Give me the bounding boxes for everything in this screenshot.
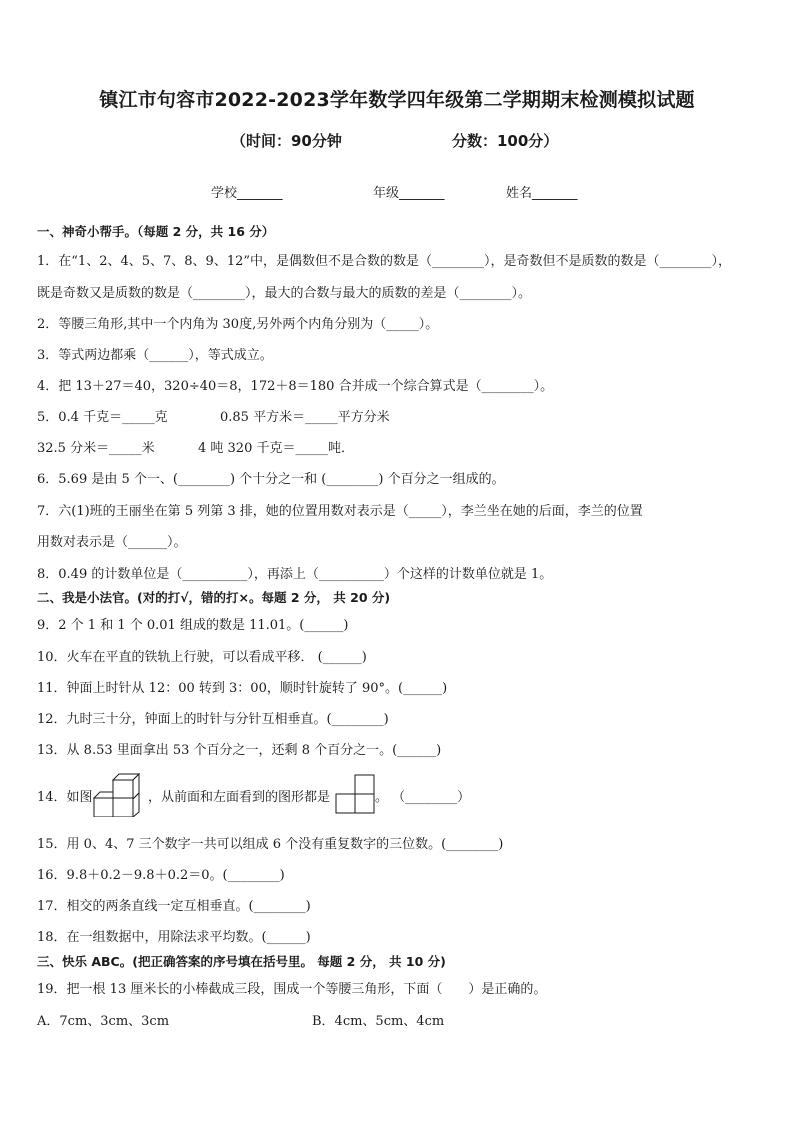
section-3-heading: 三、快乐 ABC。(把正确答案的序号填在括号里。 每题 2 分， 共 10 分)	[37, 954, 446, 969]
question-6: 6．5.69 是由 5 个一、(________) 个十分之一和 (________) 个百分之一组成的。	[37, 472, 505, 487]
question-17: 17．相交的两条直线一定互相垂直。(________)	[37, 899, 311, 914]
question-11: 11．钟面上时针从 12：00 转到 3：00，顺时针旋转了 90°。(______)	[37, 681, 448, 696]
question-5-part-2: 0.85 平方米＝_____平方分米	[220, 410, 390, 425]
question-2: 2．等腰三角形,其中一个内角为 30度,另外两个内角分别为（_____）。	[37, 317, 439, 332]
exam-score: 分数：100分）	[452, 132, 559, 150]
question-16: 16．9.8＋0.2－9.8＋0.2＝0。(________)	[37, 868, 285, 883]
exam-time: （时间：90分钟	[231, 132, 342, 150]
question-5-part-1: 5．0.4 千克＝_____克	[37, 410, 168, 425]
question-7-line-2: 用数对表示是（______）。	[37, 535, 187, 550]
school-field: 学校_______	[211, 186, 283, 201]
question-19-option-a: A．7cm、3cm、3cm	[37, 1014, 170, 1029]
section-1-heading: 一、神奇小帮手。（每题 2 分，共 16 分）	[37, 224, 275, 239]
question-14-part-2: ，从前面和左面看到的图形都是	[148, 790, 331, 805]
question-14-part-3: 。 （________）	[375, 790, 471, 805]
question-1-line-2: 既是奇数又是质数的数是（________），最大的合数与最大的质数的差是（________）。	[37, 286, 532, 301]
question-5-part-4: 4 吨 320 千克＝_____吨．	[198, 441, 354, 456]
view-shape-figure	[335, 774, 375, 814]
question-19-option-b: B．4cm、5cm、4cm	[312, 1014, 445, 1029]
question-9: 9．2 个 1 和 1 个 0.01 组成的数是 11.01。(______)	[37, 618, 349, 633]
grade-field: 年级_______	[373, 186, 445, 201]
question-10: 10．火车在平直的铁轨上行驶，可以看成平移． (______)	[37, 650, 367, 665]
question-1-line-1: 1．在“1、2、4、5、7、8、9、12”中，是偶数但不是合数的数是（________），是奇数但不是质数的数是（________），	[37, 254, 732, 269]
question-8: 8．0.49 的计数单位是（__________），再添上（__________）个这样的计数单位就是 1。	[37, 567, 553, 582]
question-14-part-1: 14．如图	[37, 790, 93, 805]
question-5-part-3: 32.5 分米＝_____米	[37, 441, 155, 456]
cube-stack-figure	[93, 771, 149, 817]
question-7-line-1: 7．六(1)班的王丽坐在第 5 列第 3 排，她的位置用数对表示是（_____），李兰坐在她的后面，李兰的位置	[37, 504, 643, 519]
question-3: 3．等式两边都乘（______），等式成立。	[37, 348, 273, 363]
question-12: 12．九时三十分，钟面上的时针与分针互相垂直。(________)	[37, 712, 389, 727]
question-19: 19．把一根 13 厘米长的小棒截成三段，围成一个等腰三角形，下面（ ）是正确的。	[37, 982, 547, 997]
question-15: 15．用 0、4、7 三个数字一共可以组成 6 个没有重复数字的三位数。(________)	[37, 837, 504, 852]
question-13: 13．从 8.53 里面拿出 53 个百分之一，还剩 8 个百分之一。(______)	[37, 743, 442, 758]
name-field: 姓名_______	[506, 186, 578, 201]
page-title: 镇江市句容市2022-2023学年数学四年级第二学期期末检测模拟试题	[99, 89, 695, 111]
question-4: 4．把 13＋27＝40，320÷40＝8，172＋8＝180 合并成一个综合算式是（________）。	[37, 379, 554, 394]
question-18: 18．在一组数据中，用除法求平均数。(______)	[37, 930, 311, 945]
section-2-heading: 二、我是小法官。(对的打√，错的打×。每题 2 分， 共 20 分)	[37, 590, 391, 605]
